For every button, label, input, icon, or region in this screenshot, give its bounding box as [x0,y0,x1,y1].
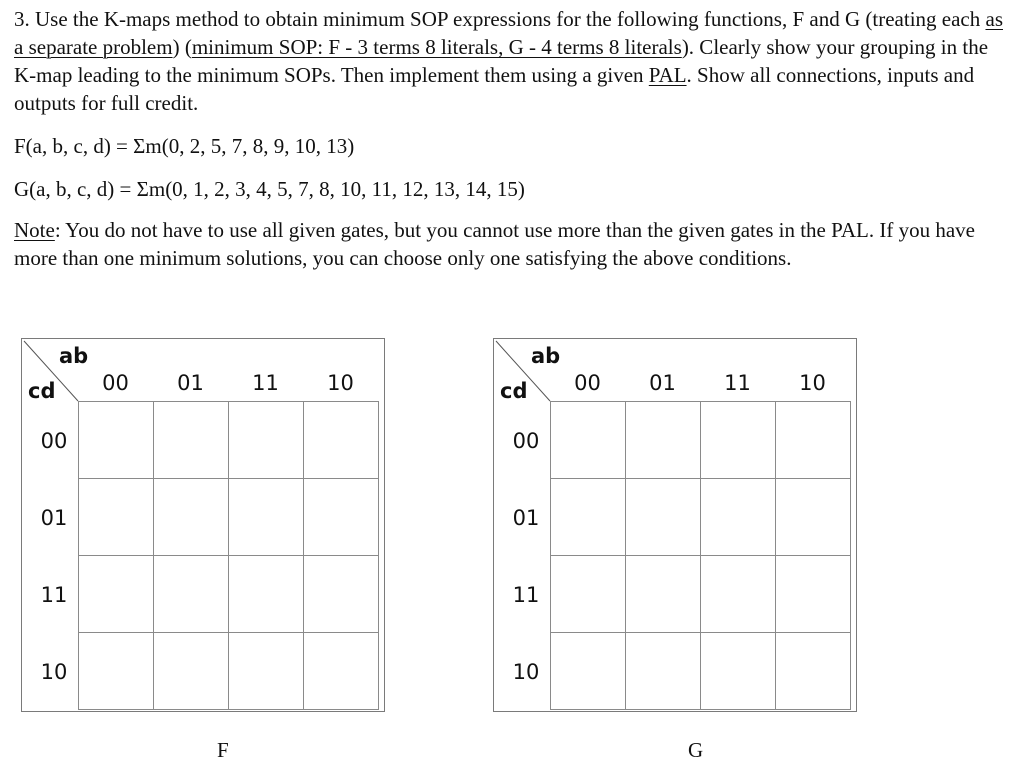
kmap-f-col-header: 01 [177,371,204,395]
kmap-f-cell[interactable] [229,633,304,710]
kmap-g-cell[interactable] [701,479,776,556]
kmap-f-cell[interactable] [154,556,229,633]
kmap-g-row-header: 01 [512,506,540,530]
problem-statement [14,5,1014,272]
kmap-f-cell[interactable] [229,556,304,633]
kmap-g-cell[interactable] [551,556,626,633]
kmap-g [493,338,857,712]
kmap-g-row-header: 11 [512,583,540,607]
kmap-g-col-header: 01 [649,371,676,395]
kmap-f-col-header: 11 [252,371,279,395]
kmap-g-cell[interactable] [776,402,851,479]
kmap-g-cell[interactable] [626,479,701,556]
kmap-f-cell[interactable] [229,479,304,556]
kmap-f-cell[interactable] [79,556,154,633]
problem-instructions [14,5,1014,117]
kmap-f-row-header: 01 [40,506,68,530]
kmap-g-ab-label: ab [531,344,561,368]
kmap-f-ab-label: ab [59,344,89,368]
kmap-f-cell[interactable] [154,402,229,479]
kmap-g-cell[interactable] [776,556,851,633]
kmap-g-cell[interactable] [626,556,701,633]
kmap-g-cell[interactable] [776,479,851,556]
kmap-f-cell[interactable] [229,402,304,479]
function-g-expression: G(a, b, c, d) = Σm(0, 1, 2, 3, 4, 5, 7, 8, 10, 11, 12, 13, 14, 15) [14,177,525,201]
note-paragraph [14,216,1014,272]
kmap-g-col-header: 10 [799,371,826,395]
kmap-g-cell[interactable] [701,556,776,633]
function-f-expression: F(a, b, c, d) = Σm(0, 2, 5, 7, 8, 9, 10, 13) [14,134,355,158]
kmap-g-cell[interactable] [701,402,776,479]
instructions-text-3: ). Clearly show your grouping in the K-map leading to the minimum SOPs. Then implement them using a given [14,35,989,87]
kmap-f-grid [78,401,379,710]
kmap-g-cell[interactable] [626,402,701,479]
note-text: : You do not have to use all given gates, but you cannot use more than the given gates in the PAL. If you have more than one minimum solutions, you can choose only one satisfying the above conditions. [14,218,975,270]
kmap-g-cell[interactable] [551,633,626,710]
kmap-g-grid [550,401,851,710]
kmap-g-row-header: 10 [512,660,540,684]
note-label: Note [14,218,55,242]
kmap-f-cell[interactable] [79,479,154,556]
kmap-g-cell[interactable] [776,633,851,710]
kmap-f-cell[interactable] [304,556,379,633]
underlined-pal: PAL [648,63,687,87]
kmap-f-cell[interactable] [154,633,229,710]
kmap-f-cell[interactable] [304,402,379,479]
underlined-separate-problem: as a separate problem [14,7,1003,59]
kmap-f-cell[interactable] [79,402,154,479]
kmap-g-cell[interactable] [701,633,776,710]
kmap-f-caption: F [217,738,229,762]
underlined-minimum-sop: minimum SOP: F - 3 terms 8 literals, G - 4 terms 8 literals [191,35,682,59]
kmap-g-cell[interactable] [551,402,626,479]
kmap-f-row-header: 10 [40,660,68,684]
kmap-f-cell[interactable] [304,633,379,710]
kmap-f-cell[interactable] [154,479,229,556]
kmap-g-cell[interactable] [626,633,701,710]
kmap-g-caption: G [688,738,704,762]
kmap-g-cell[interactable] [551,479,626,556]
kmap-f [21,338,385,712]
kmap-f-row-header: 00 [40,429,68,453]
kmap-f-row-header: 11 [40,583,68,607]
kmap-g-row-header: 00 [512,429,540,453]
instructions-text-4: . Show all connections, inputs and outputs for full credit. [14,63,975,115]
instructions-text-1: 3. Use the K-maps method to obtain minimum SOP expressions for the following functions, F and G (treating each [14,7,986,31]
instructions-text-2: ) ( [172,35,192,59]
kmap-f-col-header: 00 [102,371,129,395]
kmap-f-cell[interactable] [304,479,379,556]
kmap-f-cell[interactable] [79,633,154,710]
kmap-f-cd-label: cd [28,379,56,403]
kmap-g-col-header: 00 [574,371,601,395]
kmap-f-col-header: 10 [327,371,354,395]
kmap-g-cd-label: cd [500,379,528,403]
kmap-g-col-header: 11 [724,371,751,395]
